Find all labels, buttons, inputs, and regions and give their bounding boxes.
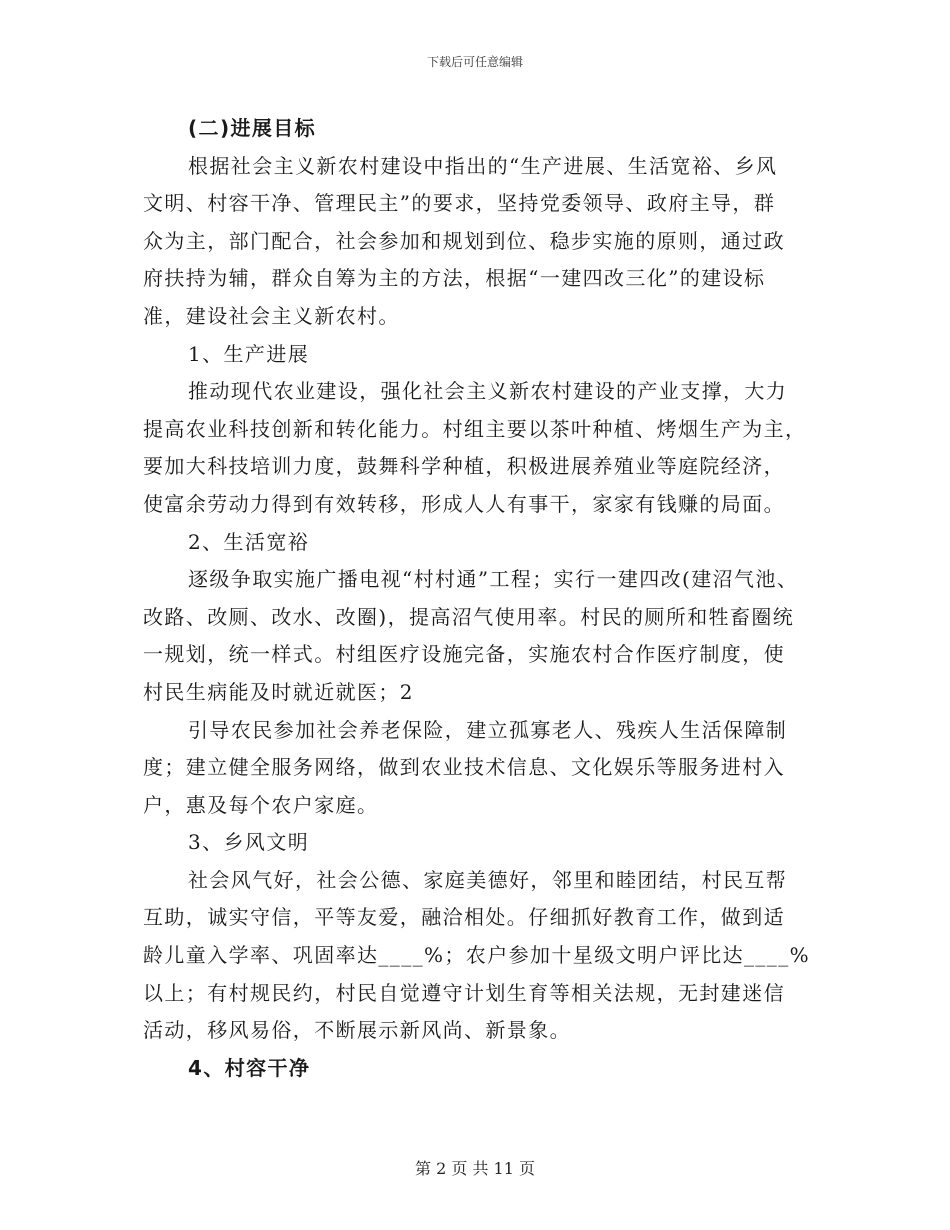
paragraph-line: 活动，移风易俗，不断展示新风尚、新景象。	[143, 1018, 571, 1043]
subheading-civility: 3、乡风文明	[188, 830, 310, 855]
paragraph-line: 要加大科技培训力度，鼓舞科学种植，积极进展养殖业等庭院经济，	[143, 454, 785, 479]
paragraph-line: 推动现代农业建设，强化社会主义新农村建设的产业支撑，大力	[188, 379, 788, 404]
paragraph-line: 府扶持为辅，群众自筹为主的方法，根据“一建四改三化”的建设标	[143, 266, 766, 291]
paragraph-line: 改路、改厕、改水、改圈)，提高沼气使用率。村民的厕所和牲畜圈统	[143, 604, 795, 629]
paragraph-line: 社会风气好，社会公德、家庭美德好，邻里和睦团结，村民互帮	[188, 867, 788, 892]
section-heading: (二)进展目标	[188, 116, 317, 140]
document-body	[143, 110, 811, 1087]
paragraph-line: 龄儿童入学率、巩固率达____%；农户参加十星级文明户评比达____%	[143, 943, 811, 968]
paragraph-line: 一规划，统一样式。村组医疗设施完备，实施农村合作医疗制度，使	[143, 642, 785, 667]
subheading-production: 1、生产进展	[188, 341, 310, 366]
paragraph-line: 众为主，部门配合，社会参加和规划到位、稳步实施的原则，通过政	[143, 228, 785, 253]
paragraph-line: 提高农业科技创新和转化能力。村组主要以茶叶种植、烤烟生产为主，	[143, 416, 807, 441]
paragraph-line: 互助，诚实守信，平等友爱，融洽相处。仔细抓好教育工作，做到适	[143, 905, 785, 930]
page-header-note: 下载后可任意编辑	[426, 55, 523, 69]
subheading-living: 2、生活宽裕	[188, 529, 310, 554]
paragraph-line: 准，建设社会主义新农村。	[143, 303, 400, 328]
paragraph-line: 度；建立健全服务网络，做到农业技术信息、文化娱乐等服务进村入	[143, 755, 785, 780]
paragraph-line: 以上；有村规民约，村民自觉遵守计划生育等相关法规，无封建迷信	[143, 980, 785, 1005]
paragraph-line: 使富余劳动力得到有效转移，形成人人有事干，家家有钱赚的局面。	[143, 491, 785, 516]
page-number-footer: 第 2 页 共 11 页	[415, 1159, 535, 1178]
paragraph-line: 文明、村容干净、管理民主”的要求，坚持党委领导、政府主导，群	[143, 191, 776, 216]
paragraph-line: 村民生病能及时就近就医；2	[143, 679, 414, 704]
subheading-village-cleanliness: 4、村容干净	[188, 1055, 311, 1080]
paragraph-line: 根据社会主义新农村建设中指出的“生产进展、生活宽裕、乡风	[188, 153, 778, 178]
paragraph-line: 户，惠及每个农户家庭。	[143, 792, 379, 817]
paragraph-line: 逐级争取实施广播电视“村村通”工程；实行一建四改(建沼气池、	[188, 567, 799, 592]
paragraph-line: 引导农民参加社会养老保险，建立孤寡老人、残疾人生活保障制	[188, 717, 788, 742]
